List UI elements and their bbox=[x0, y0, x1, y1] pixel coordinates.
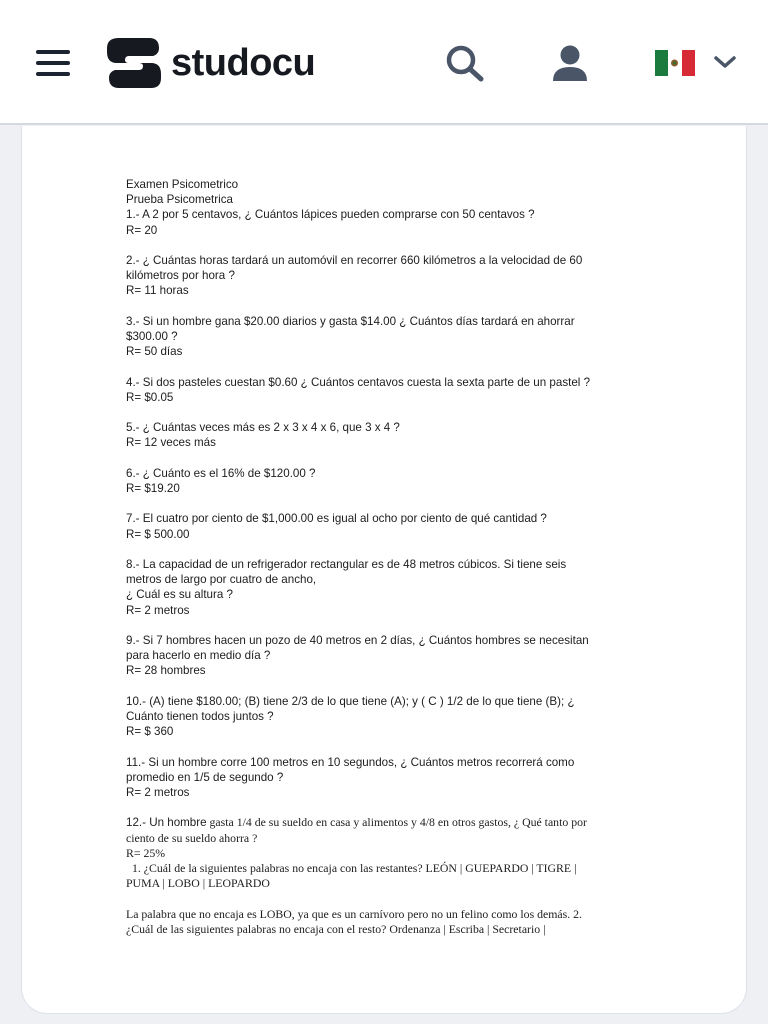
question-text: 7.- El cuatro por ciento de $1,000.00 es igual al ocho por ciento de qué cantidad ? bbox=[126, 512, 547, 526]
question-8 bbox=[126, 557, 646, 618]
question-text: $300.00 ? bbox=[126, 330, 178, 343]
answer-text: R= 28 hombres bbox=[126, 664, 206, 678]
answer-text: R= 2 metros bbox=[126, 603, 190, 617]
question-2 bbox=[126, 253, 646, 299]
answer-text: R= 25% bbox=[126, 845, 166, 860]
question-text: ciento de su sueldo ahorra ? bbox=[126, 830, 258, 845]
question-text: 5.- ¿ Cuántas veces más es 2 x 3 x 4 x 6, que 3 x 4 ? bbox=[126, 421, 400, 435]
answer-text: R= $ 360 bbox=[126, 725, 174, 739]
question-text: 3.- Si un hombre gana $20.00 diarios y gasta $14.00 ¿ Cuántos días tardará en ahorrar bbox=[126, 314, 575, 328]
question-prefix: 12.- Un hombre bbox=[126, 816, 207, 830]
question-text: 11.- Si un hombre corre 100 metros en 10 segundos, ¿ Cuántos metros recorrerá como bbox=[126, 755, 575, 769]
list-item-1 bbox=[126, 861, 646, 891]
search-icon[interactable] bbox=[444, 44, 486, 84]
doc-subtitle: Prueba Psicometrica bbox=[126, 193, 233, 207]
question-12 bbox=[126, 815, 646, 861]
question-text bbox=[126, 815, 646, 830]
question-5 bbox=[126, 420, 646, 450]
chevron-down-icon bbox=[713, 54, 737, 70]
studocu-logo[interactable] bbox=[105, 36, 315, 90]
question-text: 8.- La capacidad de un refrigerador rectangular es de 48 metros cúbicos. Si tiene seis bbox=[126, 557, 567, 571]
question-text: 4.- Si dos pasteles cuestan $0.60 ¿ Cuántos centavos cuesta la sexta parte de un pastel ? bbox=[126, 375, 591, 389]
question-1 bbox=[126, 207, 646, 237]
question-text: Cuánto tienen todos juntos ? bbox=[126, 709, 274, 723]
question-text: kilómetros por hora ? bbox=[126, 269, 235, 283]
user-icon[interactable] bbox=[551, 44, 589, 84]
paragraph-text: La palabra que no encaja es LOBO, ya que es un carnívoro pero no un felino como los demás. 2. bbox=[126, 906, 583, 921]
question-rest: gasta 1/4 de su sueldo en casa y alimentos y 4/8 en otros gastos, ¿ Qué tanto por bbox=[206, 815, 587, 830]
studocu-logo-icon bbox=[105, 36, 163, 90]
question-4 bbox=[126, 375, 646, 405]
question-text: 10.- (A) tiene $180.00; (B) tiene 2/3 de lo que tiene (A); y ( C ) 1/2 de lo que tiene (B); ¿ bbox=[126, 694, 575, 708]
question-text: 1.- A 2 por 5 centavos, ¿ Cuántos lápices pueden comprarse con 50 centavos ? bbox=[126, 208, 535, 222]
question-text: ¿ Cuál es su altura ? bbox=[126, 588, 233, 602]
answer-text: R= $ 500.00 bbox=[126, 527, 190, 541]
question-text: 2.- ¿ Cuántas horas tardará un automóvil en recorrer 660 kilómetros a la velocidad de 60 bbox=[126, 254, 583, 267]
answer-text: R= $19.20 bbox=[126, 481, 180, 495]
answer-text: R= $0.05 bbox=[126, 390, 174, 404]
question-11 bbox=[126, 755, 646, 801]
paragraph-text: ¿Cuál de las siguientes palabras no encaja con el resto? Ordenanza | Escriba | Secretario | bbox=[126, 921, 546, 936]
question-7 bbox=[126, 511, 646, 541]
list-text: 1. ¿Cuál de la siguientes palabras no encaja con las restantes? LEÓN | GUEPARDO | TIGRE | bbox=[132, 860, 577, 875]
top-header bbox=[0, 0, 768, 125]
answer-text: R= 50 días bbox=[126, 345, 183, 359]
question-text: promedio en 1/5 de segundo ? bbox=[126, 770, 284, 784]
answer-text: R= 12 veces más bbox=[126, 436, 216, 450]
question-text: metros de largo por cuatro de ancho, bbox=[126, 573, 317, 587]
answer-text: R= 2 metros bbox=[126, 785, 190, 799]
document-content bbox=[126, 177, 646, 937]
question-6 bbox=[126, 466, 646, 496]
answer-text: R= 20 bbox=[126, 223, 158, 237]
doc-title: Examen Psicometrico bbox=[126, 178, 239, 191]
answer-text: R= 11 horas bbox=[126, 284, 189, 298]
list-text: PUMA | LOBO | LEOPARDO bbox=[126, 876, 270, 891]
question-text: 9.- Si 7 hombres hacen un pozo de 40 metros en 2 días, ¿ Cuántos hombres se necesitan bbox=[126, 633, 589, 647]
question-10 bbox=[126, 694, 646, 740]
menu-icon[interactable] bbox=[36, 48, 70, 78]
document-page bbox=[21, 126, 747, 1014]
explanation-paragraph bbox=[126, 907, 646, 937]
question-3 bbox=[126, 314, 646, 360]
brand-name: studocu bbox=[171, 41, 316, 84]
language-selector[interactable] bbox=[655, 48, 739, 78]
question-text: 6.- ¿ Cuánto es el 16% de $120.00 ? bbox=[126, 466, 316, 480]
mexico-flag-icon bbox=[655, 50, 695, 76]
question-9 bbox=[126, 633, 646, 679]
question-text: para hacerlo en medio día ? bbox=[126, 649, 271, 663]
